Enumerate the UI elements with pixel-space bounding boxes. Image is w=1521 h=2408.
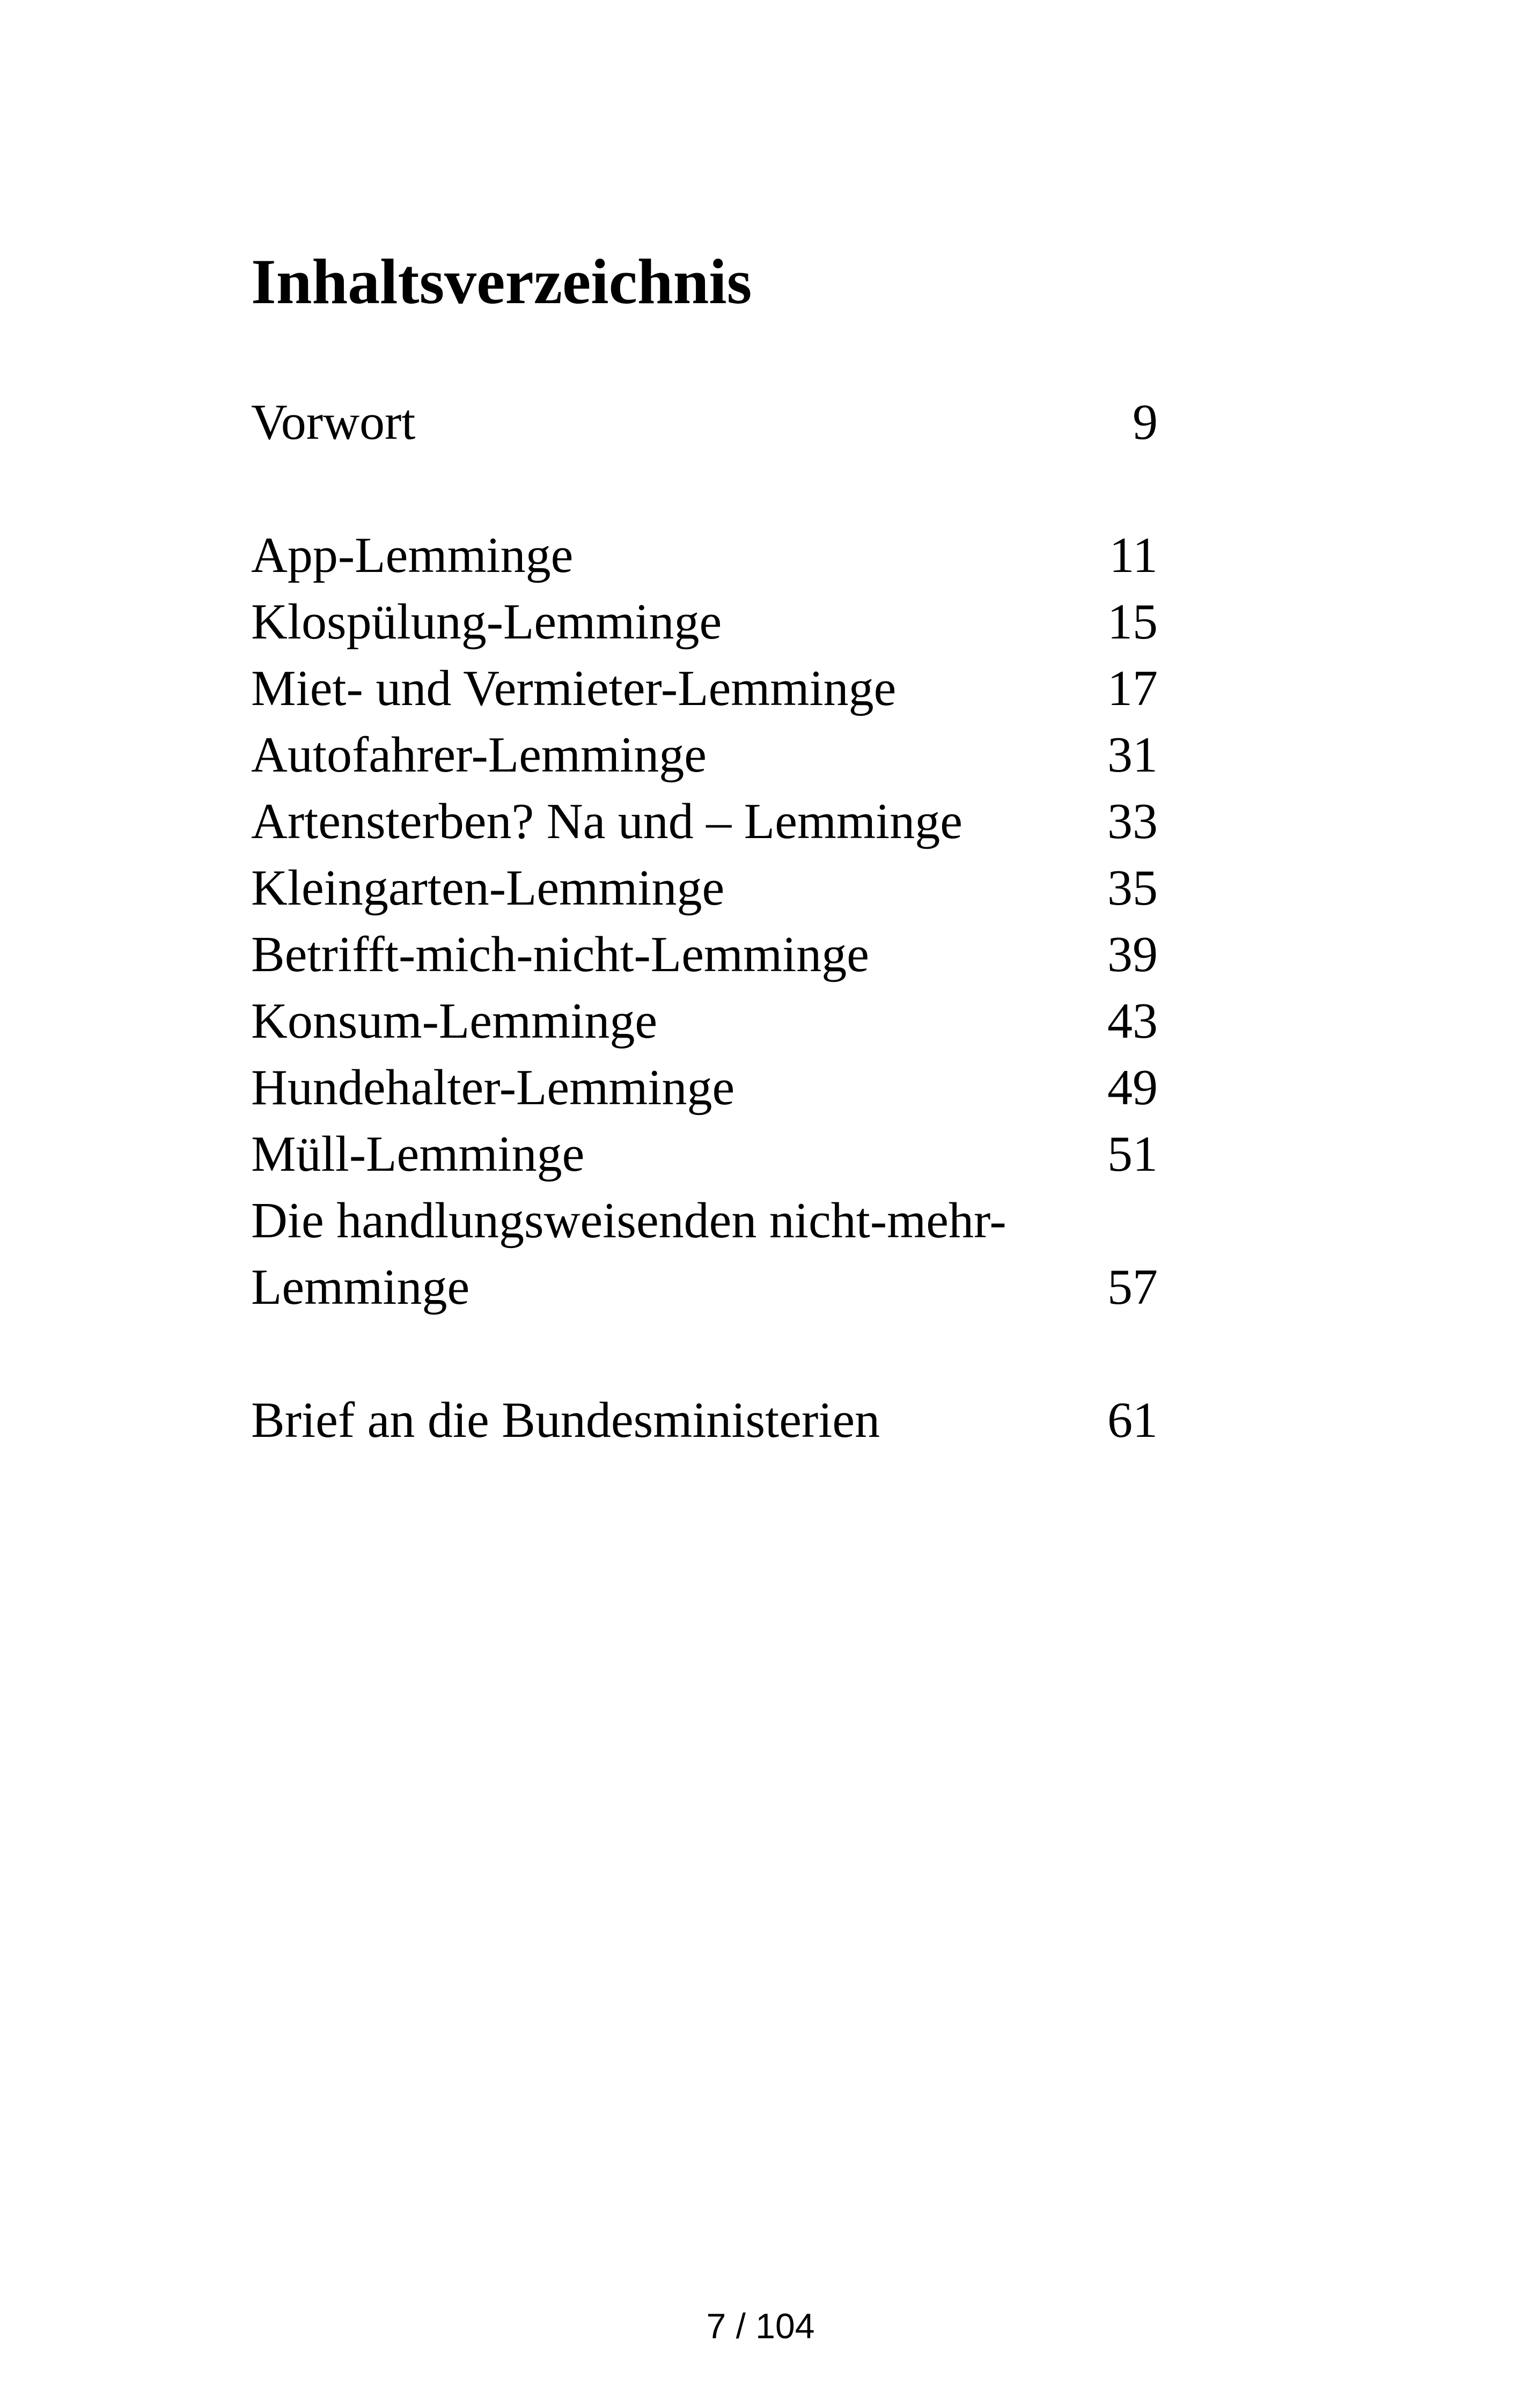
toc-entry-title: Miet- und Vermieter-Lemminge — [251, 660, 897, 716]
toc-entry-title: Konsum-Lemminge — [251, 993, 658, 1049]
toc-entry — [251, 655, 1158, 722]
toc-entry-page: 51 — [1107, 1126, 1158, 1182]
toc-entry — [251, 788, 1158, 855]
toc-entry-title: Die handlungsweisenden nicht-mehr- Lemminge — [251, 1193, 1006, 1315]
toc-entry-title: Artensterben? Na und – Lemminge — [251, 794, 963, 849]
toc-entry-page: 33 — [1107, 794, 1158, 849]
toc-entry-page: 49 — [1107, 1060, 1158, 1115]
toc-entry-page: 39 — [1107, 927, 1158, 982]
toc-entry-title: App-Lemminge — [251, 527, 574, 583]
toc-group — [251, 389, 1158, 456]
toc-entry — [251, 589, 1158, 655]
toc-entry — [251, 921, 1158, 988]
toc-entry-page: 61 — [1107, 1392, 1158, 1448]
toc-entry-page: 57 — [1107, 1259, 1158, 1315]
toc-entry — [251, 1121, 1158, 1187]
toc-entry — [251, 1054, 1158, 1121]
toc-entry-title: Vorwort — [251, 394, 416, 450]
toc-entry-page: 9 — [1133, 394, 1158, 450]
toc-entry-title: Brief an die Bundesministerien — [251, 1392, 880, 1448]
toc-group — [251, 1387, 1158, 1453]
toc-entry-page: 17 — [1107, 660, 1158, 716]
toc-entry-title: Betrifft-mich-nicht-Lemminge — [251, 927, 870, 982]
toc-entry-page: 35 — [1107, 860, 1158, 916]
toc-entry-page: 43 — [1107, 993, 1158, 1049]
toc-group — [251, 522, 1158, 1320]
page-title: Inhaltsverzeichnis — [251, 246, 752, 317]
page-indicator: 7 / 104 — [706, 2306, 815, 2346]
toc-entry — [251, 1187, 1158, 1320]
toc-entry-title: Autofahrer-Lemminge — [251, 727, 707, 783]
toc-entry-page: 15 — [1107, 594, 1158, 650]
toc-entry — [251, 722, 1158, 788]
toc-entry — [251, 1387, 1158, 1453]
toc-entry-title: Kleingarten-Lemminge — [251, 860, 725, 916]
toc-entry-page: 11 — [1109, 527, 1158, 583]
toc-entry-title: Klospülung-Lemminge — [251, 594, 722, 650]
toc-entry-page: 31 — [1107, 727, 1158, 783]
toc-entry-title: Hundehalter-Lemminge — [251, 1060, 735, 1115]
table-of-contents — [251, 389, 1158, 1520]
toc-entry — [251, 855, 1158, 921]
toc-entry — [251, 522, 1158, 589]
toc-entry — [251, 988, 1158, 1054]
toc-entry-title: Müll-Lemminge — [251, 1126, 585, 1182]
toc-entry — [251, 389, 1158, 456]
